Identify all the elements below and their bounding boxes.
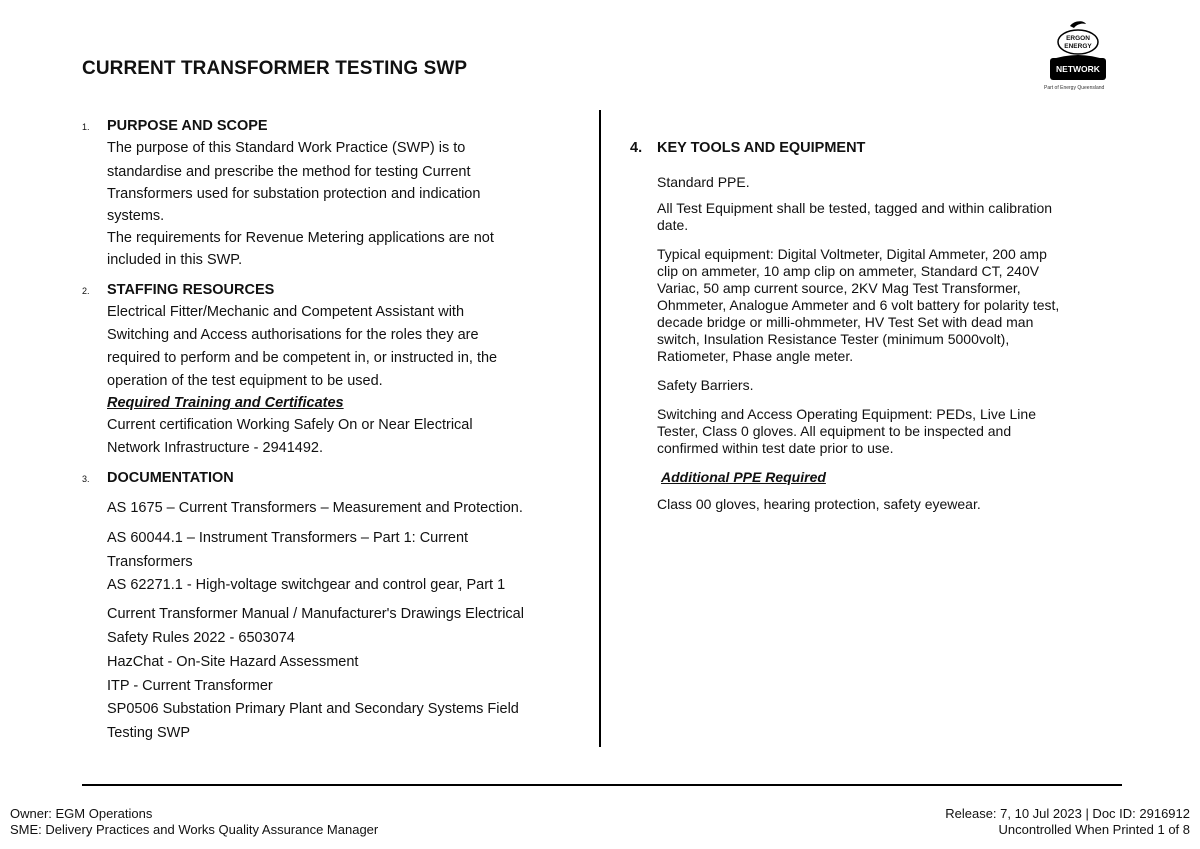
- body-line: confirmed within test date prior to use.: [657, 440, 894, 456]
- body-line: The purpose of this Standard Work Practice (SWP) is to: [107, 140, 466, 156]
- footer-right: [945, 806, 1190, 838]
- logo-network-label: NETWORK: [1056, 64, 1100, 74]
- subheading-required-training: Required Training and Certificates: [107, 395, 344, 411]
- section-heading: PURPOSE AND SCOPE: [107, 118, 268, 134]
- body-line: standardise and prescribe the method for testing Current: [107, 164, 471, 180]
- footer-left: [10, 806, 378, 838]
- body-line: Safety Barriers.: [657, 377, 754, 393]
- body-line: The requirements for Revenue Metering applications are not: [107, 230, 494, 246]
- section-heading: DOCUMENTATION: [107, 470, 234, 486]
- body-line: Current certification Working Safely On or Near Electrical: [107, 417, 473, 433]
- body-line: ITP - Current Transformer: [107, 678, 273, 694]
- logo-brand-line2: ENERGY: [1064, 43, 1092, 50]
- body-line: AS 1675 – Current Transformers – Measurement and Protection.: [107, 500, 523, 516]
- body-line: Class 00 gloves, hearing protection, safety eyewear.: [657, 496, 981, 512]
- body-line: All Test Equipment shall be tested, tagged and within calibration: [657, 200, 1053, 216]
- section-heading: KEY TOOLS AND EQUIPMENT: [657, 140, 866, 156]
- logo-brand-line1: ERGON: [1066, 35, 1090, 42]
- body-line: Transformers used for substation protection and indication: [107, 186, 481, 202]
- body-line: operation of the test equipment to be used.: [107, 373, 383, 389]
- footer-uncontrolled: Uncontrolled When Printed 1 of 8: [998, 822, 1190, 837]
- page-title: CURRENT TRANSFORMER TESTING SWP: [82, 58, 468, 79]
- body-line: required to perform and be competent in, or instructed in, the: [107, 350, 498, 366]
- body-line: Switching and Access authorisations for the roles they are: [107, 327, 479, 343]
- footer-rule: [82, 784, 1122, 786]
- footer-owner: Owner: EGM Operations: [10, 806, 153, 821]
- body-line: included in this SWP.: [107, 252, 243, 268]
- body-line: Ohmmeter, Analogue Ammeter and 6 volt battery for polarity test,: [657, 297, 1060, 313]
- logo-badge-icon: [1044, 20, 1112, 86]
- body-line: Typical equipment: Digital Voltmeter, Digital Ammeter, 200 amp: [657, 246, 1047, 262]
- body-line: date.: [657, 217, 689, 233]
- subheading-additional-ppe: Additional PPE Required: [661, 469, 826, 485]
- body-line: Standard PPE.: [657, 174, 750, 190]
- body-line: Switching and Access Operating Equipment: PEDs, Live Line: [657, 406, 1036, 422]
- body-line: SP0506 Substation Primary Plant and Secondary Systems Field: [107, 701, 519, 717]
- body-line: HazChat - On-Site Hazard Assessment: [107, 654, 359, 670]
- body-line: Tester, Class 0 gloves. All equipment to be inspected and: [657, 423, 1012, 439]
- ergon-energy-logo: [1044, 20, 1112, 90]
- body-line: clip on ammeter, 10 amp clip on ammeter, Standard CT, 240V: [657, 263, 1040, 279]
- body-line: Ratiometer, Phase angle meter.: [657, 348, 854, 364]
- body-line: switch, Insulation Resistance Tester (minimum 5000volt),: [657, 331, 1010, 347]
- body-line: Electrical Fitter/Mechanic and Competent Assistant with: [107, 304, 465, 320]
- section-number: 1.: [82, 122, 90, 132]
- section-number: 4.: [630, 140, 643, 156]
- body-line: Current Transformer Manual / Manufacturer's Drawings Electrical: [107, 606, 524, 622]
- logo-caption: Part of Energy Queensland: [1044, 85, 1105, 91]
- body-line: Network Infrastructure - 2941492.: [107, 440, 323, 456]
- column-divider: [599, 110, 601, 747]
- body-line: AS 60044.1 – Instrument Transformers – Part 1: Current: [107, 530, 469, 546]
- body-line: Transformers: [107, 554, 193, 570]
- body-line: systems.: [107, 208, 165, 224]
- body-line: decade bridge or milli-ohmmeter, HV Test Set with dead man: [657, 314, 1034, 330]
- body-line: Variac, 50 amp current source, 2KV Mag Test Transformer,: [657, 280, 1021, 296]
- section-heading: STAFFING RESOURCES: [107, 282, 275, 298]
- section-number: 2.: [82, 286, 90, 296]
- body-line: AS 62271.1 - High-voltage switchgear and control gear, Part 1: [107, 577, 506, 593]
- section-number: 3.: [82, 474, 90, 484]
- footer-sme: SME: Delivery Practices and Works Quality Assurance Manager: [10, 822, 379, 837]
- body-line: Safety Rules 2022 - 6503074: [107, 630, 295, 646]
- body-line: Testing SWP: [107, 725, 190, 741]
- footer-release: Release: 7, 10 Jul 2023 | Doc ID: 2916912: [945, 806, 1190, 821]
